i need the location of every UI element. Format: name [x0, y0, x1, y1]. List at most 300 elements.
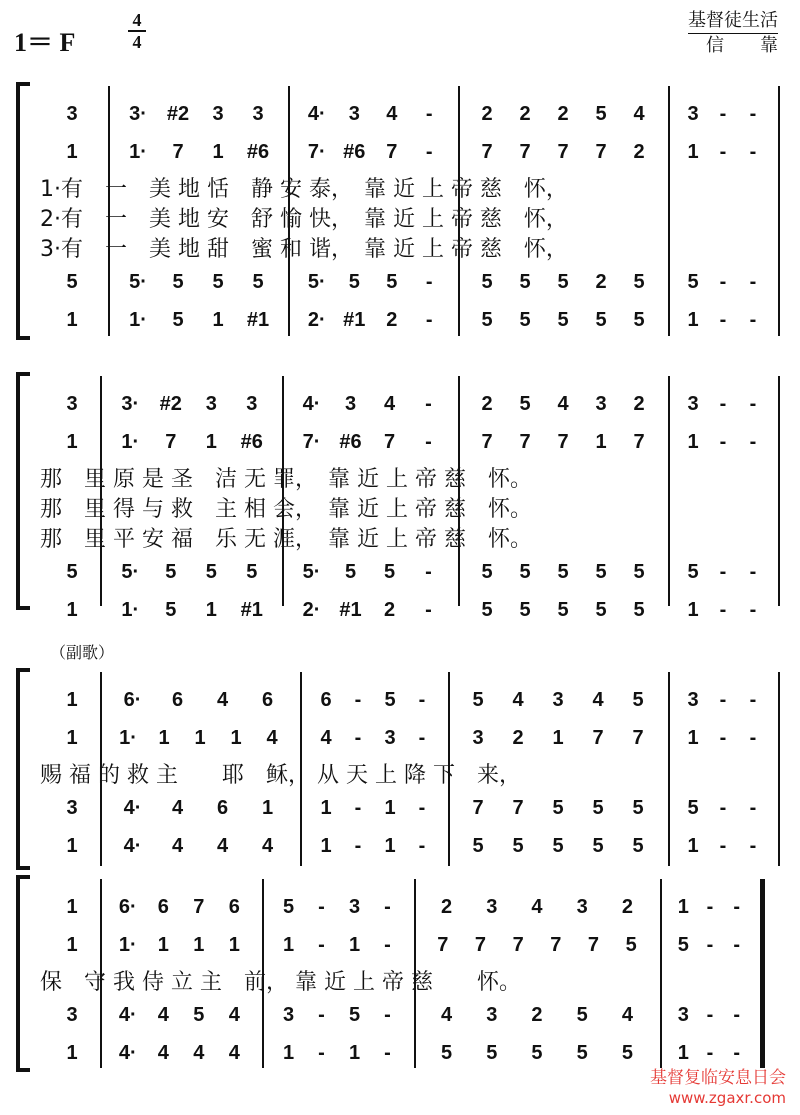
note: 5	[441, 1042, 453, 1064]
staff-lead-note: 5	[66, 561, 78, 583]
source-title: 基督徒生活	[688, 10, 778, 31]
note: -	[418, 835, 426, 857]
note: 4	[557, 393, 569, 415]
staff-lead-note: 1	[66, 309, 78, 331]
note: 4	[216, 835, 229, 857]
note: 1	[687, 727, 699, 749]
note: 1	[194, 727, 206, 749]
note: 2	[383, 599, 396, 621]
note: 1	[595, 431, 607, 453]
note: 4·	[302, 393, 321, 415]
note: 5	[595, 599, 607, 621]
note: 1	[687, 141, 699, 163]
barline	[668, 376, 670, 606]
note: 2	[595, 271, 607, 293]
note: 3	[486, 896, 498, 918]
staff-lead-note: 1	[66, 599, 78, 621]
note: 4	[266, 727, 278, 749]
note: 4	[216, 689, 229, 711]
lyric-line: 那 里 平 安 福 乐 无 涯， 靠 近 上 帝 慈 怀。	[40, 527, 532, 552]
note: -	[384, 934, 391, 956]
staff-lead-note: 1	[66, 1042, 78, 1064]
note: 5·	[307, 271, 326, 293]
note: -	[384, 896, 391, 918]
note: 7·	[302, 431, 321, 453]
note: 5	[557, 599, 569, 621]
note: -	[749, 141, 757, 163]
note: 1	[282, 934, 295, 956]
note: 5	[252, 271, 264, 293]
note: 5	[632, 689, 644, 711]
note: #1	[240, 599, 263, 621]
lyric-line: 1·有 一 美 地 恬 静 安 泰， 靠 近 上 帝 慈 怀，	[40, 177, 568, 202]
key-signature: 1＝ F	[14, 28, 76, 57]
attribution-rule	[688, 33, 778, 34]
note: 7	[165, 431, 177, 453]
note: 5	[282, 896, 295, 918]
note: 1	[320, 797, 332, 819]
note: -	[733, 934, 740, 956]
note: 4	[228, 1042, 240, 1064]
note: -	[354, 797, 362, 819]
note: 1	[205, 431, 217, 453]
meter-top: 4	[132, 10, 142, 30]
note: 6	[216, 797, 229, 819]
note: 5	[633, 271, 645, 293]
watermark	[650, 1068, 786, 1108]
staff-lead-note: 3	[66, 1004, 78, 1026]
note: -	[719, 599, 727, 621]
note: 6	[171, 689, 184, 711]
note: 5	[557, 561, 569, 583]
note: 1·	[121, 431, 140, 453]
staff-lead-note: 1	[66, 835, 78, 857]
note: 1	[228, 934, 240, 956]
note: 5	[212, 271, 224, 293]
note: 1·	[119, 727, 137, 749]
note: -	[354, 689, 362, 711]
note: -	[384, 1042, 391, 1064]
note: -	[719, 797, 727, 819]
note: -	[706, 1004, 714, 1026]
note: 7	[633, 431, 645, 453]
note: 2	[633, 393, 645, 415]
note: 3	[282, 1004, 295, 1026]
staff-lead-note: 3	[66, 103, 78, 125]
note: 7	[557, 431, 569, 453]
note: 4	[320, 727, 332, 749]
note: 1	[687, 431, 699, 453]
note: 2	[557, 103, 569, 125]
note: 5	[481, 561, 493, 583]
note: 4	[383, 393, 396, 415]
note: #6	[246, 141, 270, 163]
note: 5	[552, 797, 564, 819]
note: #2	[159, 393, 182, 415]
note: 3	[212, 103, 224, 125]
note: 5	[519, 393, 531, 415]
note: 7	[472, 797, 484, 819]
note: 7	[595, 141, 607, 163]
note: -	[719, 103, 727, 125]
note: -	[425, 393, 432, 415]
note: 2	[386, 309, 398, 331]
note: 5	[519, 271, 531, 293]
staff-lead-note: 1	[66, 727, 78, 749]
note: 5	[687, 561, 699, 583]
attribution	[688, 10, 778, 57]
note: 7	[437, 934, 449, 956]
note: 5	[633, 599, 645, 621]
note: 5	[165, 561, 177, 583]
note: 5	[246, 561, 258, 583]
meter-bottom: 4	[132, 32, 142, 52]
note: 3·	[121, 393, 140, 415]
note: 1	[687, 835, 699, 857]
staff-lead-note: 1	[66, 431, 78, 453]
time-signature	[126, 10, 148, 52]
note: 4	[621, 1004, 633, 1026]
note: 5	[621, 1042, 633, 1064]
note: 4	[531, 896, 543, 918]
system-brace	[16, 875, 20, 1072]
note: -	[719, 309, 727, 331]
note: 1	[320, 835, 332, 857]
note: 1·	[121, 599, 140, 621]
note: -	[749, 431, 757, 453]
note: 7	[632, 727, 644, 749]
note: -	[425, 431, 432, 453]
lyric-line: 那 里 原 是 圣 洁 无 罪， 靠 近 上 帝 慈 怀。	[40, 467, 532, 492]
note: 1	[677, 896, 689, 918]
note: 2·	[307, 309, 326, 331]
note: -	[719, 431, 727, 453]
note: 4	[386, 103, 398, 125]
note: -	[425, 309, 433, 331]
note: 6·	[118, 896, 137, 918]
note: 1	[212, 141, 224, 163]
note: 5·	[302, 561, 321, 583]
note: 7	[550, 934, 562, 956]
note: 5	[519, 599, 531, 621]
note: -	[425, 103, 433, 125]
note: 2	[633, 141, 645, 163]
note: 7	[481, 141, 493, 163]
note: 5·	[121, 561, 140, 583]
note: -	[418, 797, 426, 819]
barline	[668, 672, 670, 866]
note: 4·	[118, 1042, 137, 1064]
note: 1·	[129, 309, 147, 331]
note: 5	[552, 835, 564, 857]
note: 5	[687, 271, 699, 293]
note: 3	[205, 393, 217, 415]
note: 4	[171, 835, 184, 857]
note: -	[719, 141, 727, 163]
note: 7	[474, 934, 487, 956]
staff-lead-note: 3	[66, 393, 78, 415]
note: -	[418, 689, 426, 711]
note: 7	[519, 141, 531, 163]
note: -	[749, 835, 757, 857]
note: 4·	[123, 797, 142, 819]
note: 6	[157, 896, 169, 918]
note: 3	[687, 393, 699, 415]
note: 5	[165, 599, 177, 621]
note: -	[749, 727, 757, 749]
barline	[778, 86, 780, 336]
note: 3	[344, 393, 357, 415]
note: -	[749, 309, 757, 331]
staff-lead-note: 5	[66, 271, 78, 293]
note: -	[706, 934, 714, 956]
note: 3	[252, 103, 264, 125]
staff-lead-note: 3	[66, 797, 78, 819]
note: 4	[592, 689, 604, 711]
barline	[660, 879, 662, 1068]
note: 4	[512, 689, 524, 711]
note: -	[749, 271, 757, 293]
note: -	[719, 727, 727, 749]
barline	[778, 672, 780, 866]
note: -	[425, 599, 432, 621]
note: -	[719, 393, 727, 415]
note: -	[749, 689, 757, 711]
note: 7	[193, 896, 205, 918]
note: -	[706, 896, 714, 918]
note: 7	[587, 934, 600, 956]
watermark-url: www.zgaxr.com	[668, 1089, 786, 1107]
note: 5	[576, 1004, 588, 1026]
note: 5	[172, 309, 184, 331]
note: 5	[633, 309, 645, 331]
note: 1	[158, 727, 170, 749]
note: 5	[519, 309, 531, 331]
note: 1·	[129, 141, 147, 163]
note: -	[749, 393, 757, 415]
note: -	[719, 689, 727, 711]
note: -	[719, 835, 727, 857]
note: 2	[481, 103, 493, 125]
note: 4·	[123, 835, 142, 857]
note: -	[318, 1004, 325, 1026]
note: 1	[157, 934, 169, 956]
note: 5	[595, 561, 607, 583]
note: -	[384, 1004, 391, 1026]
note: 5	[481, 309, 493, 331]
note: 1	[261, 797, 274, 819]
note: -	[318, 1042, 325, 1064]
note: #1	[339, 599, 362, 621]
note: -	[749, 103, 757, 125]
note: 5	[512, 835, 524, 857]
barline	[668, 86, 670, 336]
note: 5	[383, 561, 396, 583]
staff-lead-note: 1	[66, 934, 78, 956]
note: 6	[320, 689, 332, 711]
note: 3	[552, 689, 564, 711]
note: 3	[472, 727, 484, 749]
note: 3	[576, 896, 588, 918]
note: 5	[386, 271, 398, 293]
note: 4·	[307, 103, 326, 125]
note: 5	[557, 271, 569, 293]
note: -	[706, 1042, 714, 1064]
note: 2	[441, 896, 453, 918]
lyric-line: 那 里 得 与 救 主 相 会， 靠 近 上 帝 慈 怀。	[40, 497, 532, 522]
barline	[760, 879, 765, 1068]
note: 4	[157, 1004, 169, 1026]
note: 5	[384, 689, 396, 711]
note: 1	[193, 934, 205, 956]
note: 3	[348, 103, 360, 125]
note: 2	[512, 727, 524, 749]
note: 1	[677, 1042, 689, 1064]
note: 3	[486, 1004, 498, 1026]
note: #6	[240, 431, 263, 453]
lyric-line: 保 守 我 侍 立 主 前， 靠 近 上 帝 慈 怀。	[40, 970, 521, 995]
note: 5	[625, 934, 637, 956]
note: 1	[687, 599, 699, 621]
note: 5	[486, 1042, 498, 1064]
system-brace	[16, 82, 20, 340]
note: #2	[166, 103, 190, 125]
note: 1	[348, 1042, 361, 1064]
note: 5	[633, 561, 645, 583]
note: -	[749, 561, 757, 583]
note: 5	[519, 561, 531, 583]
note: 7	[512, 934, 524, 956]
note: 4·	[118, 1004, 137, 1026]
note: -	[318, 896, 325, 918]
note: 3	[687, 103, 699, 125]
note: 7	[481, 431, 493, 453]
note: -	[749, 599, 757, 621]
note: 7	[512, 797, 524, 819]
note: 5	[632, 797, 644, 819]
note: 5	[472, 835, 484, 857]
note: 5	[172, 271, 184, 293]
note: 2	[519, 103, 531, 125]
note: #6	[339, 431, 362, 453]
note: 3	[595, 393, 607, 415]
note: 5	[687, 797, 699, 819]
note: 7	[172, 141, 184, 163]
note: 7	[592, 727, 604, 749]
note: 1	[384, 835, 396, 857]
note: 6	[228, 896, 240, 918]
note: 7	[386, 141, 398, 163]
note: 1	[230, 727, 242, 749]
note: 3	[348, 896, 361, 918]
note: 5	[592, 835, 604, 857]
note: 4	[441, 1004, 453, 1026]
note: 4	[171, 797, 184, 819]
note: 3	[687, 689, 699, 711]
note: 4	[193, 1042, 205, 1064]
note: -	[425, 561, 432, 583]
note: -	[733, 1004, 740, 1026]
note: 3	[677, 1004, 689, 1026]
note: 1	[384, 797, 396, 819]
note: 1	[212, 309, 224, 331]
note: 5	[472, 689, 484, 711]
note: -	[418, 727, 426, 749]
staff-lead-note: 1	[66, 896, 78, 918]
note: 7	[557, 141, 569, 163]
note: -	[719, 561, 727, 583]
note: -	[733, 1042, 740, 1064]
note: 5	[481, 271, 493, 293]
staff-lead-note: 1	[66, 689, 78, 711]
note: 3·	[129, 103, 147, 125]
barline	[778, 376, 780, 606]
note: -	[719, 271, 727, 293]
note: -	[425, 271, 433, 293]
note: -	[425, 141, 433, 163]
note: 1	[687, 309, 699, 331]
note: 4	[228, 1004, 240, 1026]
note: 5	[348, 1004, 361, 1026]
note: 1	[205, 599, 217, 621]
note: 1	[348, 934, 361, 956]
note: 2·	[302, 599, 321, 621]
note: 1	[552, 727, 564, 749]
note: 5	[348, 271, 360, 293]
note: 6·	[123, 689, 142, 711]
note: 4	[157, 1042, 169, 1064]
watermark-site-name: 基督复临安息日会	[650, 1068, 786, 1088]
staff-lead-note: 1	[66, 141, 78, 163]
note: #1	[343, 309, 366, 331]
note: 6	[261, 689, 274, 711]
note: 2	[481, 393, 493, 415]
note: 5	[193, 1004, 205, 1026]
note: -	[354, 727, 362, 749]
note: 5	[205, 561, 217, 583]
lyric-line: 2·有 一 美 地 安 舒 愉 快， 靠 近 上 帝 慈 怀，	[40, 207, 568, 232]
note: 5	[531, 1042, 543, 1064]
note: 5	[632, 835, 644, 857]
system-brace	[16, 372, 20, 610]
section-label: （副歌）	[50, 643, 115, 662]
note: 4	[633, 103, 645, 125]
note: 5	[595, 103, 607, 125]
author-name: 信 靠	[706, 35, 778, 56]
note: -	[733, 896, 740, 918]
note: 5	[576, 1042, 588, 1064]
note: 7	[383, 431, 396, 453]
note: #6	[343, 141, 366, 163]
note: 2	[621, 896, 633, 918]
system-brace	[16, 668, 20, 870]
note: 7	[519, 431, 531, 453]
note: 5	[481, 599, 493, 621]
note: 5	[344, 561, 357, 583]
note: 3	[246, 393, 258, 415]
lyric-line: 3·有 一 美 地 甜 蜜 和 谐， 靠 近 上 帝 慈 怀，	[40, 237, 568, 262]
note: 1	[282, 1042, 295, 1064]
note: 5	[595, 309, 607, 331]
note: 5·	[129, 271, 147, 293]
note: -	[354, 835, 362, 857]
note: 4	[261, 835, 274, 857]
note: -	[318, 934, 325, 956]
note: #1	[246, 309, 270, 331]
note: 5	[592, 797, 604, 819]
note: -	[749, 797, 757, 819]
note: 3	[384, 727, 396, 749]
